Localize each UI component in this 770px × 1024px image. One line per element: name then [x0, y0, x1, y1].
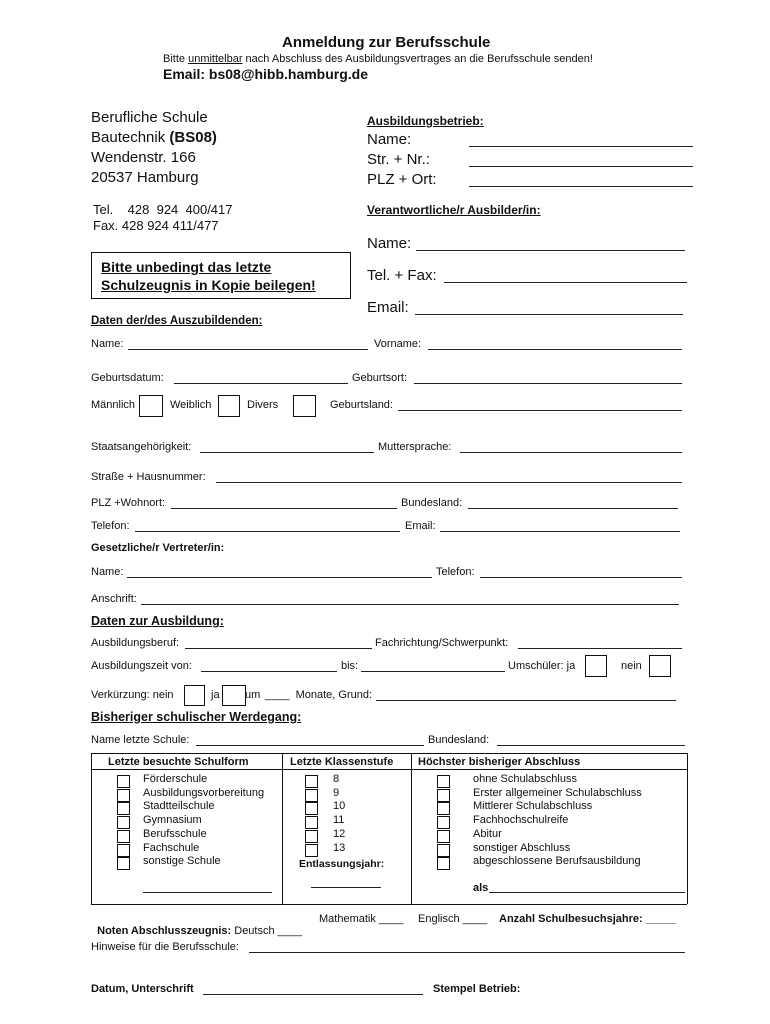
betrieb-name-label: Name: [367, 131, 412, 148]
school-fax: Fax. 428 924 411/477 [93, 218, 219, 233]
col-schulform-header: Letzte besuchte Schulform [108, 756, 249, 768]
vertreter-heading: Gesetzliche/r Vertreter/in: [91, 542, 225, 554]
klassenstufe-option-label: 11 [333, 814, 345, 827]
datum-unterschrift-field[interactable] [203, 994, 423, 995]
geburtsort-label: Geburtsort: [352, 372, 408, 384]
schulform-option-checkbox[interactable] [117, 830, 130, 843]
instruction-prefix: Bitte [163, 53, 189, 65]
contact-email: Email: bs08@hibb.hamburg.de [163, 66, 369, 82]
maennlich-label: Männlich [91, 399, 136, 411]
werdegang-heading: Bisheriger schulischer Werdegang: [91, 710, 302, 724]
noten-englisch: Englisch ____ [418, 913, 488, 925]
monate-label: ____ Monate, Grund: [265, 689, 373, 701]
schulform-option-label: Berufsschule [143, 827, 207, 840]
zeit-von-field[interactable] [201, 671, 337, 672]
zeit-label: Ausbildungszeit von: [91, 660, 192, 672]
col-klassenstufe-header: Letzte Klassenstufe [290, 756, 394, 768]
grund-field[interactable] [376, 700, 676, 701]
schulform-option-label: Gymnasium [143, 814, 202, 827]
schulform-option-checkbox[interactable] [117, 802, 130, 815]
entlassungsjahr-label: Entlassungsjahr: [299, 858, 385, 870]
abschluss-option-checkbox[interactable] [437, 830, 450, 843]
werdegang-bundesland-label: Bundesland: [428, 734, 490, 746]
abschluss-option-checkbox[interactable] [437, 816, 450, 829]
ausbilder-name-label: Name: [367, 235, 412, 252]
azubi-vorname-field[interactable] [428, 349, 682, 350]
hinweise-field[interactable] [249, 952, 685, 953]
vertreter-anschrift-field[interactable] [141, 604, 679, 605]
betrieb-name-field[interactable] [469, 146, 693, 147]
strasse-label: Straße + Hausnummer: [91, 471, 206, 483]
azubi-vorname-label: Vorname: [374, 338, 422, 350]
fach-field[interactable] [518, 648, 682, 649]
vertreter-name-label: Name: [91, 566, 124, 578]
letzte-schule-field[interactable] [196, 745, 424, 746]
noten-deutsch: Deutsch ____ [231, 925, 303, 937]
ausbildung-heading: Daten zur Ausbildung: [91, 614, 224, 628]
umschueler-nein-checkbox[interactable] [649, 655, 671, 677]
zeit-bis-field[interactable] [361, 671, 505, 672]
geburtsdatum-label: Geburtsdatum: [91, 372, 164, 384]
table-bottom-border [91, 904, 687, 905]
school-dept [91, 129, 217, 146]
klassenstufe-option-checkbox[interactable] [305, 789, 318, 802]
entlassungsjahr-field[interactable] [311, 887, 381, 888]
klassenstufe-option-checkbox[interactable] [305, 830, 318, 843]
ausbilder-tel-label: Tel. + Fax: [367, 267, 437, 284]
col-abschluss-header: Höchster bisheriger Abschluss [418, 756, 581, 768]
klassenstufe-option-label: 9 [333, 786, 340, 799]
azubi-name-field[interactable] [128, 349, 368, 350]
table-col-divider-1 [282, 753, 283, 904]
plz-field[interactable] [171, 508, 397, 509]
sonstige-schule-field[interactable] [143, 892, 272, 893]
school-code: (BS08) [169, 129, 217, 146]
schulform-option-checkbox[interactable] [117, 775, 130, 788]
betrieb-city-label: PLZ + Ort: [367, 171, 437, 188]
schulform-option-checkbox[interactable] [117, 857, 130, 870]
betrieb-street-field[interactable] [469, 166, 693, 167]
instruction-rest: nach Abschluss des Ausbildungsvertrages an die Berufsschule senden! [242, 53, 593, 65]
table-header-border [91, 769, 687, 770]
noten-row [91, 913, 302, 937]
abschluss-option-checkbox[interactable] [437, 775, 450, 788]
beruf-label: Ausbildungsberuf: [91, 637, 180, 649]
staat-label: Staatsangehörigkeit: [91, 441, 192, 453]
email-field[interactable] [440, 531, 680, 532]
abschluss-option-checkbox[interactable] [437, 802, 450, 815]
plz-label: PLZ +Wohnort: [91, 497, 166, 509]
fach-label: Fachrichtung/Schwerpunkt: [375, 637, 509, 649]
schulform-option-checkbox[interactable] [117, 789, 130, 802]
betrieb-heading: Ausbildungsbetrieb: [367, 114, 484, 128]
bis-label: bis: [341, 660, 359, 672]
klassenstufe-option-label: 12 [333, 827, 346, 840]
school-city: 20537 Hamburg [91, 169, 199, 186]
stempel-label: Stempel Betrieb: [433, 983, 521, 995]
klassenstufe-option-checkbox[interactable] [305, 816, 318, 829]
hinweise-label: Hinweise für die Berufsschule: [91, 941, 239, 953]
school-street: Wendenstr. 166 [91, 149, 196, 166]
telefon-field[interactable] [135, 531, 400, 532]
umschueler-label: Umschüler: ja [508, 660, 576, 672]
datum-unterschrift-label: Datum, Unterschrift [91, 983, 194, 995]
strasse-field[interactable] [216, 482, 682, 483]
ausbilder-tel-field[interactable] [444, 282, 687, 283]
beruf-field[interactable] [185, 648, 372, 649]
noten-label: Noten Abschlusszeugnis: [97, 925, 232, 937]
table-left-border [91, 753, 92, 904]
ausbilder-email-label: Email: [367, 299, 409, 316]
abschluss-option-label: Erster allgemeiner Schulabschluss [473, 786, 642, 799]
ausbilder-name-field[interactable] [416, 250, 685, 251]
vertreter-name-field[interactable] [127, 577, 432, 578]
als-label: als [473, 882, 489, 894]
bundesland-field[interactable] [468, 508, 678, 509]
geburtsland-label: Geburtsland: [330, 399, 393, 411]
umschueler-nein-label: nein [621, 660, 642, 672]
weiblich-label: Weiblich [170, 399, 212, 411]
schulform-option-label: Fachschule [143, 841, 200, 854]
azubi-heading: Daten der/des Auszubildenden: [91, 315, 263, 327]
schulform-option-checkbox[interactable] [117, 844, 130, 857]
werdegang-bundesland-field[interactable] [497, 745, 685, 746]
klassenstufe-option-checkbox[interactable] [305, 775, 318, 788]
klassenstufe-option-checkbox[interactable] [305, 844, 318, 857]
verkuerzung-ja-label: ja [211, 689, 220, 701]
abschluss-option-label: sonstiger Abschluss [473, 841, 571, 854]
schulform-option-label: sonstige Schule [143, 855, 221, 868]
ausbilder-email-field[interactable] [415, 314, 683, 315]
abschluss-option-label: Mittlerer Schulabschluss [473, 800, 593, 813]
telefon-label: Telefon: [91, 520, 130, 532]
abschluss-option-label: Abitur [473, 827, 502, 840]
table-col-divider-2 [411, 753, 412, 904]
schulform-option-label: Stadtteilschule [143, 800, 215, 813]
vertreter-telefon-label: Telefon: [436, 566, 475, 578]
weiblich-checkbox[interactable] [218, 395, 240, 417]
divers-checkbox[interactable] [293, 395, 316, 417]
betrieb-city-field[interactable] [469, 186, 693, 187]
mutter-field[interactable] [460, 452, 682, 453]
vertreter-telefon-field[interactable] [480, 577, 682, 578]
klassenstufe-option-label: 13 [333, 841, 346, 854]
klassenstufe-option-checkbox[interactable] [305, 802, 318, 815]
abschluss-option-checkbox[interactable] [437, 789, 450, 802]
abschluss-option-label: ohne Schulabschluss [473, 773, 577, 785]
betrieb-street-label: Str. + Nr.: [367, 151, 430, 168]
school-name: Berufliche Schule [91, 109, 208, 126]
table-top-border [91, 753, 687, 754]
schulform-option-checkbox[interactable] [117, 816, 130, 829]
als-field[interactable] [489, 892, 685, 893]
abschluss-option-label: Fachhochschulreife [473, 814, 569, 827]
email-label: Email: [405, 520, 436, 532]
mutter-label: Muttersprache: [378, 441, 452, 453]
noten-mathe: Mathematik ____ [319, 913, 404, 925]
abschluss-option-checkbox[interactable] [437, 844, 450, 857]
schulform-option-label: Förderschule [143, 773, 208, 785]
abschluss-option-label: abgeschlossene Berufsausbildung [473, 855, 641, 868]
ausbilder-heading: Verantwortliche/r Ausbilder/in: [367, 203, 541, 217]
verkuerzung-nein-label: Verkürzung: nein [91, 689, 174, 701]
geburtsdatum-field[interactable] [174, 383, 348, 384]
geburtsland-field[interactable] [398, 410, 682, 411]
um-label: um [245, 689, 261, 701]
bundesland-label: Bundesland: [401, 497, 463, 509]
geburtsort-field[interactable] [414, 383, 682, 384]
umschueler-ja-checkbox[interactable] [585, 655, 607, 677]
letzte-schule-label: Name letzte Schule: [91, 734, 190, 746]
azubi-name-label: Name: [91, 338, 124, 350]
notice-line-1: Bitte unbedingt das letzte [101, 259, 272, 275]
table-right-border [687, 753, 688, 904]
notice-line-2: Schulzeugnis in Kopie beilegen! [101, 277, 316, 293]
verkuerzung-nein-checkbox[interactable] [184, 685, 205, 706]
staat-field[interactable] [200, 452, 374, 453]
vertreter-anschrift-label: Anschrift: [91, 593, 137, 605]
instruction-emphasis: unmittelbar [188, 53, 243, 65]
klassenstufe-option-label: 10 [333, 800, 346, 813]
schulform-option-label: Ausbildungsvorbereitung [143, 786, 265, 799]
maennlich-checkbox[interactable] [139, 395, 163, 417]
divers-label: Divers [247, 399, 279, 411]
school-dept-text: Bautechnik [91, 129, 170, 146]
abschluss-option-checkbox[interactable] [437, 857, 450, 870]
klassenstufe-option-label: 8 [333, 773, 340, 785]
verkuerzung-ja-checkbox[interactable] [222, 685, 246, 706]
school-tel: Tel. 428 924 400/417 [93, 202, 233, 217]
form-title: Anmeldung zur Berufsschule [282, 34, 491, 51]
instruction-line [163, 53, 593, 65]
schulbesuchsjahre: Anzahl Schulbesuchsjahre: _____ [499, 913, 677, 925]
